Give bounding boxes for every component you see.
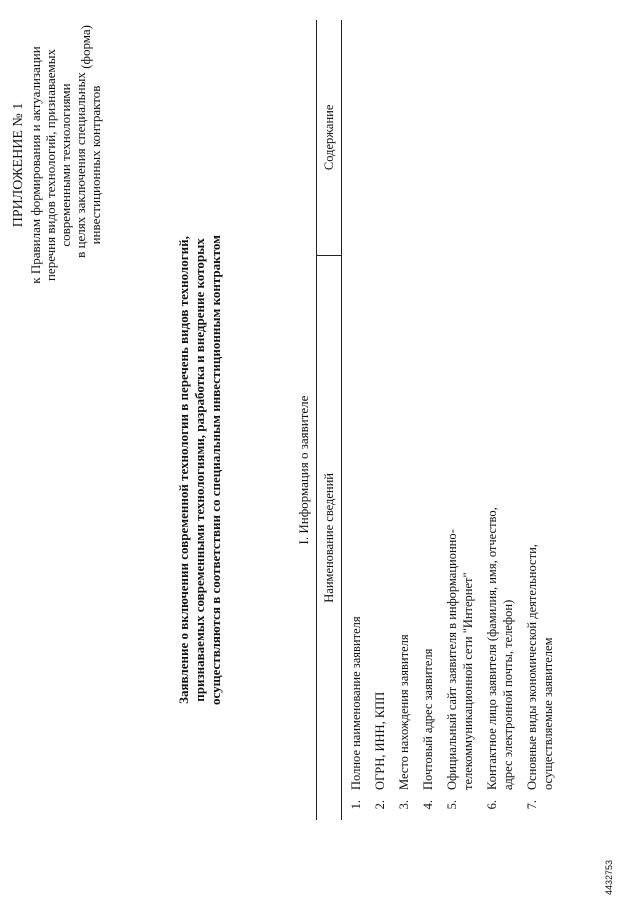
header-name-cell — [317, 255, 341, 820]
table-row — [444, 20, 476, 820]
row-label-line: адрес электронной почты, телефон) — [501, 599, 515, 790]
row-number: 5. — [445, 800, 459, 810]
row-label-line: осуществляемые заявителем — [541, 637, 555, 790]
table-row — [372, 20, 388, 820]
header-content: Содержание — [321, 104, 336, 171]
row-label: Почтовый адрес заявителя — [421, 648, 435, 790]
title-line: признаваемых современными технологиями, разработка и внедрение которых — [192, 238, 207, 702]
row-label-line: Контактное лицо заявителя (фамилия, имя, отчество, — [485, 507, 499, 790]
row-number: 4. — [421, 800, 435, 810]
row-label: Место нахождения заявителя — [397, 634, 411, 790]
table-row — [524, 20, 556, 820]
table-row — [484, 20, 516, 820]
section-title: I. Информация о заявителе — [296, 395, 311, 545]
row-number: 1. — [349, 800, 363, 810]
title-line: Заявление о включении современной технологии в перечень видов технологий, — [176, 236, 191, 704]
row-label — [484, 20, 516, 790]
table-row — [420, 20, 436, 820]
appendix-line: современными технологиями — [58, 83, 73, 247]
title-line: осуществляются в соответствии со специальным инвестиционным контрактом — [208, 235, 223, 705]
row-number: 6. — [485, 800, 499, 810]
appendix-line: перечня видов технологий, признаваемых — [43, 48, 58, 282]
document-code: 4432753 — [604, 859, 614, 895]
table-body — [342, 20, 556, 820]
applicant-info-table — [316, 20, 564, 820]
table-row — [348, 20, 364, 820]
row-number: 2. — [373, 800, 387, 810]
row-number: 7. — [525, 800, 539, 810]
row-number: 3. — [397, 800, 411, 810]
table-header — [317, 20, 341, 820]
row-label: ОГРН, ИНН, КПП — [373, 691, 387, 790]
row-label — [444, 20, 476, 790]
row-label: Полное наименование заявителя — [349, 616, 363, 790]
appendix-heading: ПРИЛОЖЕНИЕ № 1 — [11, 102, 26, 228]
appendix-line: инвестиционных контрактов — [88, 85, 103, 245]
appendix-line: в целях заключения специальных — [73, 72, 88, 258]
row-label — [524, 20, 556, 790]
appendix-line: к Правилам формирования и актуализации — [28, 46, 43, 284]
table-row — [396, 20, 412, 820]
header-name: Наименование сведений — [321, 472, 336, 603]
row-label-line: Официальный сайт заявителя в информационно- — [445, 529, 459, 790]
row-label-line: телекоммуникационной сети "Интернет" — [461, 572, 475, 790]
document-title — [176, 120, 224, 820]
row-label-line: Основные виды экономической деятельности, — [525, 544, 539, 790]
form-label: (форма) — [78, 25, 93, 69]
